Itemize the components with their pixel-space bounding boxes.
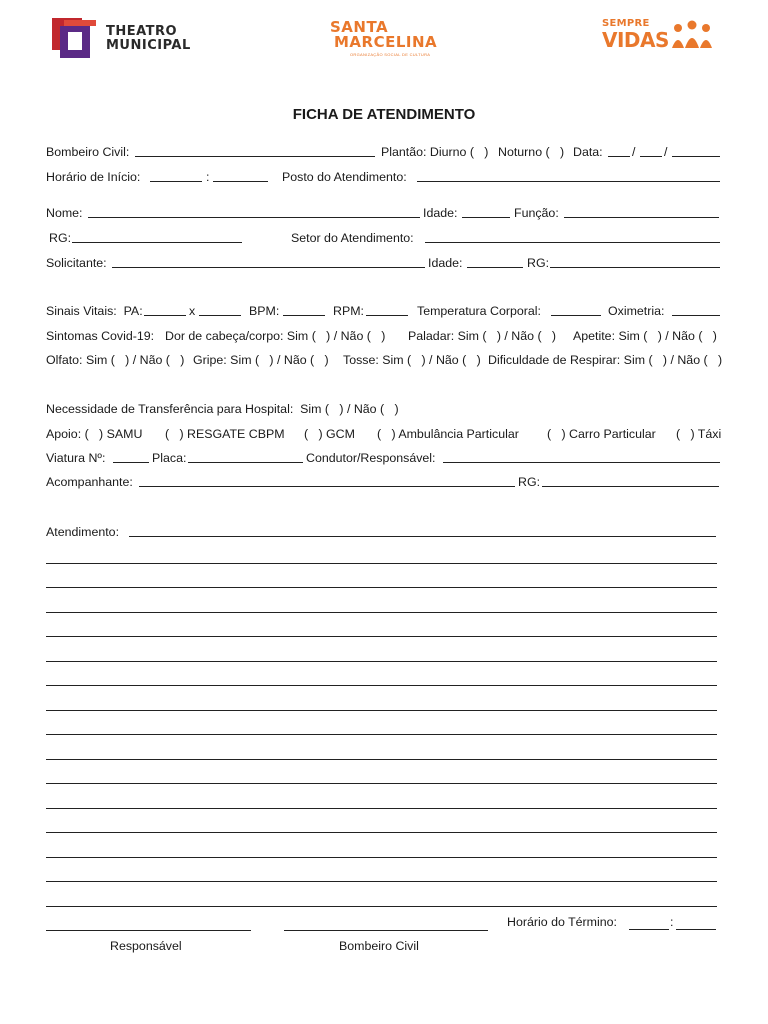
field-horario-hora[interactable]: [150, 169, 202, 182]
theatro-logo-line1: THEATRO: [106, 24, 178, 39]
label-horario-termino: Horário do Término:: [507, 915, 617, 929]
field-acompanhante[interactable]: [139, 474, 515, 487]
atendimento-line[interactable]: [46, 832, 717, 833]
field-rg[interactable]: [72, 230, 242, 243]
option-carro-particular[interactable]: ( ) Carro Particular: [547, 427, 656, 441]
label-bombeiro-civil-signature: Bombeiro Civil: [339, 939, 419, 953]
santa-logo-sub: ORGANIZAÇÃO SOCIAL DE CULTURA: [350, 52, 431, 57]
sempre-vidas-logo: [602, 18, 714, 51]
santa-logo-line2: MARCELINA: [334, 33, 438, 51]
option-apetite[interactable]: Apetite: Sim ( ) / Não ( ): [573, 329, 717, 343]
label-x: x: [189, 304, 196, 318]
row-viatura: [46, 450, 722, 466]
option-transferencia-hospital[interactable]: Necessidade de Transferência para Hospital: Sim ( ) / Não ( ): [46, 402, 399, 416]
option-gripe[interactable]: Gripe: Sim ( ) / Não ( ): [193, 353, 329, 367]
label-acompanhante-rg: RG:: [518, 475, 541, 489]
santa-marcelina-logo: [330, 20, 437, 57]
atendimento-line[interactable]: [46, 857, 717, 858]
atendimento-line[interactable]: [46, 612, 717, 613]
field-atendimento-first-line[interactable]: [129, 524, 716, 537]
label-plantao-diurno[interactable]: Plantão: Diurno ( ): [381, 145, 489, 159]
label-idade: Idade:: [423, 206, 458, 220]
form-title: FICHA DE ATENDIMENTO: [292, 106, 476, 123]
atendimento-line[interactable]: [46, 661, 717, 662]
field-setor-atendimento[interactable]: [425, 230, 720, 243]
label-data: Data:: [573, 145, 603, 159]
field-condutor[interactable]: [443, 450, 720, 463]
label-funcao: Função:: [514, 206, 559, 220]
option-ambulancia-particular[interactable]: ( ) Ambulância Particular: [377, 427, 519, 441]
label-placa: Placa:: [152, 451, 187, 465]
sempre-logo-top: SEMPRE: [602, 18, 650, 29]
field-horario-min[interactable]: [213, 169, 268, 182]
field-data-year[interactable]: [672, 144, 720, 157]
row-sintomas-covid-1: [46, 328, 722, 344]
field-idade[interactable]: [462, 205, 510, 218]
row-atendimento: [46, 524, 722, 540]
label-bpm: BPM:: [249, 304, 280, 318]
atendimento-line[interactable]: [46, 734, 717, 735]
label-horario-inicio: Horário de Início:: [46, 170, 141, 184]
row-acompanhante: [46, 474, 722, 490]
field-bombeiro-civil[interactable]: [135, 144, 375, 157]
signature-line-bombeiro[interactable]: [284, 930, 488, 931]
atendimento-line[interactable]: [46, 808, 717, 809]
field-viatura[interactable]: [113, 450, 149, 463]
theatro-municipal-mark-icon: [52, 18, 100, 60]
label-sintomas-covid: Sintomas Covid-19:: [46, 329, 155, 343]
option-dificuldade-respirar[interactable]: Dificuldade de Respirar: Sim ( ) / Não ( ): [488, 353, 723, 367]
label-setor-atendimento: Setor do Atendimento:: [291, 231, 414, 245]
atendimento-line[interactable]: [46, 587, 717, 588]
row-bombeiro: Bombeiro Civil: Plantão: Diurno ( ) Noturno ( ) Data: / /: [46, 144, 722, 160]
field-temperatura[interactable]: [551, 303, 601, 316]
label-solicitante: Solicitante:: [46, 256, 107, 270]
row-apoio: [46, 426, 722, 442]
theatro-logo-line2: MUNICIPAL: [106, 38, 191, 53]
field-data-day[interactable]: [608, 144, 630, 157]
santa-logo-line1: SANTA: [330, 18, 389, 36]
label-rg: RG:: [49, 231, 72, 245]
option-apoio-samu[interactable]: Apoio: ( ) SAMU: [46, 427, 143, 441]
field-posto-atendimento[interactable]: [417, 169, 720, 182]
field-acompanhante-rg[interactable]: [542, 474, 719, 487]
field-oximetria[interactable]: [672, 303, 720, 316]
label-solicitante-rg: RG:: [527, 256, 550, 270]
field-placa[interactable]: [188, 450, 303, 463]
atendimento-line[interactable]: [46, 881, 717, 882]
row-rg-setor: [46, 230, 722, 246]
label-temperatura: Temperatura Corporal:: [417, 304, 541, 318]
label-noturno[interactable]: Noturno ( ): [498, 145, 565, 159]
label-bombeiro-civil: Bombeiro Civil:: [46, 145, 130, 159]
label-oximetria: Oximetria:: [608, 304, 665, 318]
field-pa-dia[interactable]: [199, 303, 241, 316]
label-nome: Nome:: [46, 206, 83, 220]
row-sintomas-covid-2: [46, 352, 722, 368]
field-nome[interactable]: [88, 205, 420, 218]
atendimento-line[interactable]: [46, 636, 717, 637]
atendimento-line[interactable]: [46, 906, 717, 907]
field-data-month[interactable]: [640, 144, 662, 157]
people-figures-icon: [670, 20, 714, 50]
field-rpm[interactable]: [366, 303, 408, 316]
atendimento-line[interactable]: [46, 685, 717, 686]
field-funcao[interactable]: [564, 205, 719, 218]
field-termino-hora[interactable]: [629, 917, 669, 930]
option-dor-cabeca[interactable]: Dor de cabeça/corpo: Sim ( ) / Não ( ): [165, 329, 386, 343]
atendimento-line[interactable]: [46, 783, 717, 784]
row-nome: [46, 205, 722, 221]
label-viatura: Viatura Nº:: [46, 451, 106, 465]
row-transferencia: [46, 401, 722, 417]
label-sinais-vitais-pa: Sinais Vitais: PA:: [46, 304, 143, 318]
option-tosse[interactable]: Tosse: Sim ( ) / Não ( ): [343, 353, 481, 367]
label-solicitante-idade: Idade:: [428, 256, 463, 270]
option-gcm[interactable]: ( ) GCM: [304, 427, 355, 441]
option-paladar[interactable]: Paladar: Sim ( ) / Não ( ): [408, 329, 557, 343]
theatro-municipal-logo: [52, 18, 191, 60]
field-bpm[interactable]: [283, 303, 325, 316]
row-solicitante: [46, 255, 722, 271]
row-sinais-vitais: [46, 303, 722, 319]
option-taxi[interactable]: ( ) Táxi: [676, 427, 722, 441]
label-posto-atendimento: Posto do Atendimento:: [282, 170, 407, 184]
header-logos: [0, 14, 768, 66]
option-olfato[interactable]: Olfato: Sim ( ) / Não ( ): [46, 353, 185, 367]
label-responsavel: Responsável: [110, 939, 182, 953]
signature-line-responsavel[interactable]: [46, 930, 251, 931]
label-rpm: RPM:: [333, 304, 364, 318]
atendimento-line[interactable]: [46, 710, 717, 711]
atendimento-line[interactable]: [46, 759, 717, 760]
row-horario-inicio: Horário de Início: : Posto do Atendimento:: [46, 169, 722, 185]
sempre-logo-word: VIDAS: [602, 28, 669, 52]
field-solicitante[interactable]: [112, 255, 425, 268]
label-atendimento: Atendimento:: [46, 525, 120, 539]
label-condutor: Condutor/Responsável:: [306, 451, 436, 465]
option-resgate-cbpm[interactable]: ( ) RESGATE CBPM: [165, 427, 285, 441]
atendimento-line[interactable]: [46, 563, 717, 564]
field-solicitante-rg[interactable]: [550, 255, 720, 268]
label-acompanhante: Acompanhante:: [46, 475, 133, 489]
field-termino-min[interactable]: [676, 917, 716, 930]
field-solicitante-idade[interactable]: [467, 255, 523, 268]
field-pa-sys[interactable]: [144, 303, 186, 316]
